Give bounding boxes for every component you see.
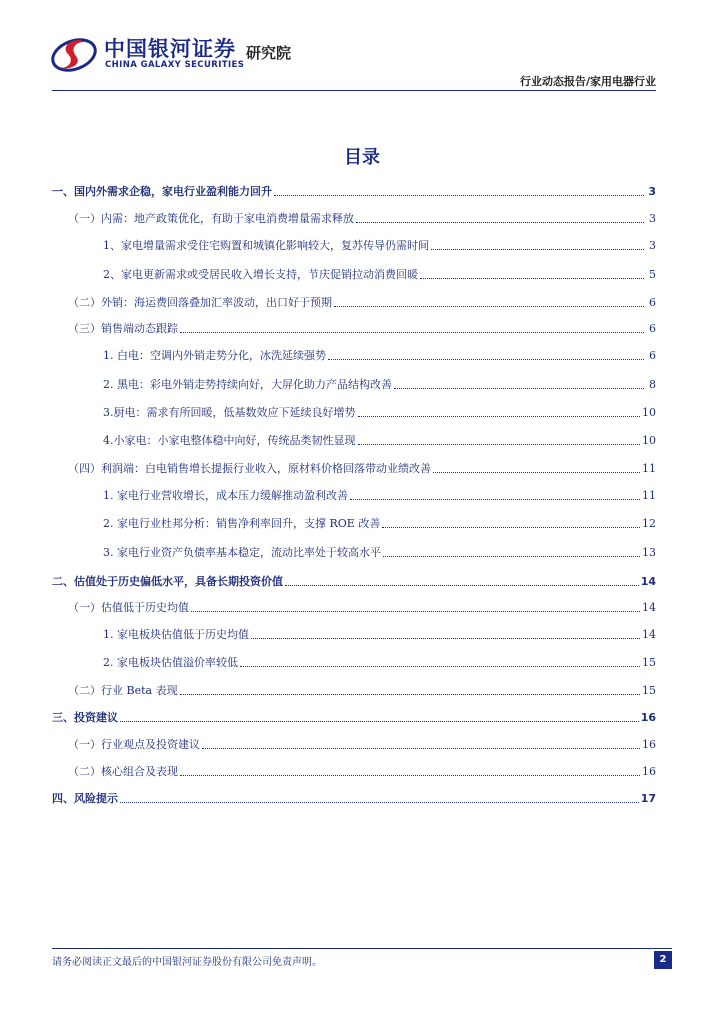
toc-entry-text: （一）行业观点及投资建议 xyxy=(68,738,200,751)
toc-leader-dots xyxy=(120,721,639,722)
toc-entry-page: 11 xyxy=(642,489,656,502)
toc-entry-text: （四）利润端：白电销售增长提振行业收入，原材料价格回落带动业绩改善 xyxy=(68,462,431,475)
toc-entry-text: （一）内需：地产政策优化，有助于家电消费增量需求释放 xyxy=(68,212,354,225)
toc-entry-text: 4.小家电：小家电整体稳中向好，传统品类韧性显现 xyxy=(103,434,356,447)
toc-entry[interactable] xyxy=(103,655,656,671)
toc-leader-dots xyxy=(433,472,640,473)
toc-entry-text: （二）行业 Beta 表现 xyxy=(68,684,178,697)
toc-entry-text: 3.厨电：需求有所回暖，低基数效应下延续良好增势 xyxy=(103,406,356,419)
toc-entry-text: 2. 家电行业杜邦分析：销售净利率回升，支撑 ROE 改善 xyxy=(103,517,381,530)
toc-entry-page: 15 xyxy=(642,656,656,669)
toc-entry-page: 16 xyxy=(642,765,656,778)
toc-entry-text: （二）外销：海运费回落叠加汇率波动，出口好于预期 xyxy=(68,296,332,309)
toc-entry[interactable] xyxy=(103,488,656,504)
toc-entry-page: 17 xyxy=(640,792,656,805)
toc-entry[interactable] xyxy=(103,405,656,421)
toc-entry-text: 1. 白电：空调内外销走势分化，冰洗延续强势 xyxy=(103,349,326,362)
toc-entry-text: 一、国内外需求企稳，家电行业盈利能力回升 xyxy=(52,185,272,198)
toc-entry-page: 10 xyxy=(642,434,656,447)
toc-entry[interactable] xyxy=(103,348,656,364)
toc-entry-text: 2、家电更新需求或受居民收入增长支持，节庆促销拉动消费回暖 xyxy=(103,268,418,281)
disclaimer-text: 请务必阅读正文最后的中国银河证券股份有限公司免责声明。 xyxy=(52,957,322,968)
toc-entry[interactable] xyxy=(68,211,656,227)
toc-entry-page: 13 xyxy=(642,546,656,559)
report-type-label: 行业动态报告/家用电器行业 xyxy=(519,75,656,88)
toc-entry[interactable] xyxy=(103,238,656,254)
toc-leader-dots xyxy=(394,388,644,389)
toc-entry-page: 6 xyxy=(649,322,656,335)
toc-leader-dots xyxy=(356,222,644,223)
toc-entry-text: 3. 家电行业资产负债率基本稳定，流动比率处于较高水平 xyxy=(103,546,381,559)
toc-leader-dots xyxy=(180,775,640,776)
toc-entry-text: （三）销售端动态跟踪 xyxy=(68,322,178,335)
toc-entry[interactable] xyxy=(103,545,656,561)
footer-divider xyxy=(52,948,672,949)
toc-entry[interactable] xyxy=(68,683,656,699)
toc-leader-dots xyxy=(251,638,640,639)
toc-entry[interactable] xyxy=(103,377,656,393)
toc-entry-text: （一）估值低于历史均值 xyxy=(68,601,189,614)
toc-entry-text: 2. 黑电：彩电外销走势持续向好，大屏化助力产品结构改善 xyxy=(103,378,392,391)
toc-entry[interactable] xyxy=(103,627,656,643)
toc-leader-dots xyxy=(191,611,640,612)
toc-entry-text: 四、风险提示 xyxy=(52,792,118,805)
toc-entry-page: 5 xyxy=(649,268,656,281)
toc-entry[interactable] xyxy=(68,461,656,477)
toc-entry-text: 二、估值处于历史偏低水平，具备长期投资价值 xyxy=(52,575,283,588)
toc-entry-page: 6 xyxy=(649,349,656,362)
galaxy-logo-icon xyxy=(50,34,98,74)
toc-entry-page: 10 xyxy=(642,406,656,419)
toc-entry[interactable] xyxy=(68,764,656,780)
toc-leader-dots xyxy=(431,249,644,250)
toc-leader-dots xyxy=(383,556,640,557)
brand-name-en: CHINA GALAXY SECURITIES xyxy=(105,60,245,70)
toc-entry[interactable] xyxy=(52,791,656,807)
toc-entry[interactable] xyxy=(68,600,656,616)
toc-leader-dots xyxy=(382,527,640,528)
toc-entry-page: 3 xyxy=(649,239,656,252)
toc-entry[interactable] xyxy=(103,516,656,532)
page-number-badge: 2 xyxy=(654,951,672,969)
toc-leader-dots xyxy=(180,332,644,333)
toc-entry-text: （二）核心组合及表现 xyxy=(68,765,178,778)
toc-entry-page: 3 xyxy=(648,185,656,198)
toc-entry-page: 16 xyxy=(642,738,656,751)
toc-leader-dots xyxy=(240,666,640,667)
toc-leader-dots xyxy=(180,694,640,695)
institute-label: 研究院 xyxy=(246,44,292,62)
header-divider xyxy=(52,90,656,91)
toc-entry[interactable] xyxy=(68,737,656,753)
toc-entry[interactable] xyxy=(103,267,656,283)
toc-entry-page: 8 xyxy=(649,378,656,391)
toc-entry-page: 15 xyxy=(642,684,656,697)
toc-entry-page: 16 xyxy=(640,711,656,724)
toc-leader-dots xyxy=(358,444,641,445)
toc-leader-dots xyxy=(350,499,640,500)
toc-entry[interactable] xyxy=(68,295,656,311)
toc-entry-page: 14 xyxy=(642,628,656,641)
toc-leader-dots xyxy=(334,306,644,307)
toc-entry[interactable] xyxy=(103,433,656,449)
toc-entry-page: 14 xyxy=(640,575,656,588)
brand-name-cn: 中国银河证券 xyxy=(104,37,236,61)
toc-entry-page: 12 xyxy=(642,517,656,530)
toc-leader-dots xyxy=(285,585,639,586)
toc-entry-text: 1. 家电行业营收增长，成本压力缓解推动盈利改善 xyxy=(103,489,348,502)
page-header xyxy=(0,0,724,95)
toc-entry[interactable] xyxy=(52,574,656,590)
toc-leader-dots xyxy=(274,195,644,196)
toc-leader-dots xyxy=(358,416,641,417)
toc-title: 目录 xyxy=(344,147,380,168)
toc-entry-page: 6 xyxy=(649,296,656,309)
toc-entry-text: 1. 家电板块估值低于历史均值 xyxy=(103,628,249,641)
toc-entry-page: 14 xyxy=(642,601,656,614)
toc-entry-page: 11 xyxy=(642,462,656,475)
toc-entry-page: 3 xyxy=(649,212,656,225)
toc-leader-dots xyxy=(328,359,644,360)
toc-entry[interactable] xyxy=(52,184,656,200)
toc-entry[interactable] xyxy=(68,321,656,337)
toc-entry-text: 1、家电增量需求受住宅购置和城镇化影响较大，复苏传导仍需时间 xyxy=(103,239,429,252)
toc-leader-dots xyxy=(202,748,640,749)
toc-entry[interactable] xyxy=(52,710,656,726)
toc-leader-dots xyxy=(120,802,639,803)
toc-leader-dots xyxy=(420,278,644,279)
toc-entry-text: 三、投资建议 xyxy=(52,711,118,724)
toc-entry-text: 2. 家电板块估值溢价率较低 xyxy=(103,656,238,669)
